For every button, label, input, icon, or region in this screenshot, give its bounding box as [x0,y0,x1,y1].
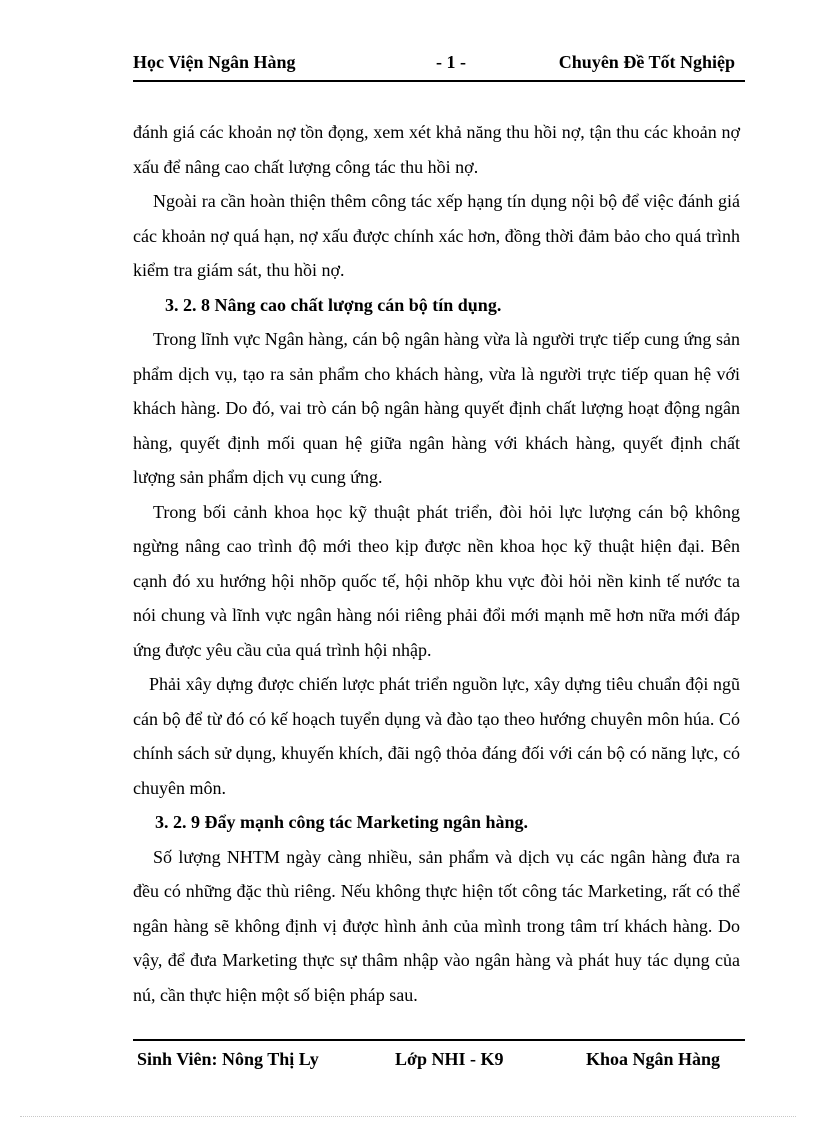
paragraph-debt-recovery: đánh giá các khoản nợ tồn đọng, xem xét khả năng thu hồi nợ, tận thu các khoản nợ xấu để nâng cao chất lượng công tác thu hồi nợ. [133,122,740,177]
footer-divider [133,1039,745,1041]
page-number: - 1 - [436,52,466,72]
footer-faculty: Khoa Ngân Hàng [585,1049,720,1069]
header-document-type: Chuyên Đề Tốt Nghiệp [558,52,735,72]
header-institution: Học Viện Ngân Hàng [133,52,296,72]
paragraph-technology-context: Trong bối cảnh khoa học kỹ thuật phát triển, đòi hỏi lực lượng cán bộ không ngừng nâng cao trình độ mới theo kịp được nền khoa học kỹ thuật hiện đại. Bên cạnh đó xu hướng hội nhõp quốc tế, hội nhõp khu vực đòi hỏi nền kinh tế nước ta nói chung và lĩnh vực ngân hàng nói riêng phải đổi mới mạnh mẽ hơn nữa mới đáp ứng được yêu cầu của quá trình hội nhập. [133,501,740,660]
page-bottom-edge [20,1116,796,1117]
page-body [133,115,740,1012]
footer-student: Sinh Viên: Nông Thị Ly [137,1049,319,1069]
section-heading-3-2-9: 3. 2. 9 Đẩy mạnh công tác Marketing ngân hàng. [155,812,529,832]
header-divider [133,80,745,82]
paragraph-marketing: Số lượng NHTM ngày càng nhiều, sản phẩm và dịch vụ các ngân hàng đưa ra đều có những đặc thù riêng. Nếu không thực hiện tốt công tác Marketing, rất có thể ngân hàng sẽ không định vị được hình ảnh của mình trong tâm trí khách hàng. Do vậy, để đưa Marketing thực sự thâm nhập vào ngân hàng và phát huy tác dụng của nú, cần thực hiện một số biện pháp sau. [133,846,740,1005]
page-header [133,52,745,78]
footer-class: Lớp NHI - K9 [395,1049,504,1069]
paragraph-credit-rating: Ngoài ra cần hoàn thiện thêm công tác xếp hạng tín dụng nội bộ để việc đánh giá các khoản nợ quá hạn, nợ xấu được chính xác hơn, đồng thời đảm bảo cho quá trình kiểm tra giám sát, thu hồi nợ. [133,191,740,280]
section-heading-3-2-8: 3. 2. 8 Nâng cao chất lượng cán bộ tín dụng. [165,294,502,315]
paragraph-staff-strategy: Phải xây dựng được chiến lược phát triển nguồn lực, xây dựng tiêu chuẩn đội ngũ cán bộ để từ đó có kế hoạch tuyển dụng và đào tạo theo hướng chuyên môn húa. Có chính sách sử dụng, khuyến khích, đãi ngộ thỏa đáng đối với cán bộ có năng lực, có chuyên môn. [133,674,740,798]
paragraph-bank-staff-role: Trong lĩnh vực Ngân hàng, cán bộ ngân hàng vừa là người trực tiếp cung ứng sản phẩm dịch vụ, tạo ra sản phẩm cho khách hàng, vừa là người trực tiếp quan hệ với khách hàng. Do đó, vai trò cán bộ ngân hàng quyết định chất lượng hoạt động ngân hàng, quyết định mối quan hệ giữa ngân hàng với khách hàng, quyết định chất lượng sản phẩm dịch vụ cung ứng. [133,329,740,487]
page-footer [133,1049,745,1075]
